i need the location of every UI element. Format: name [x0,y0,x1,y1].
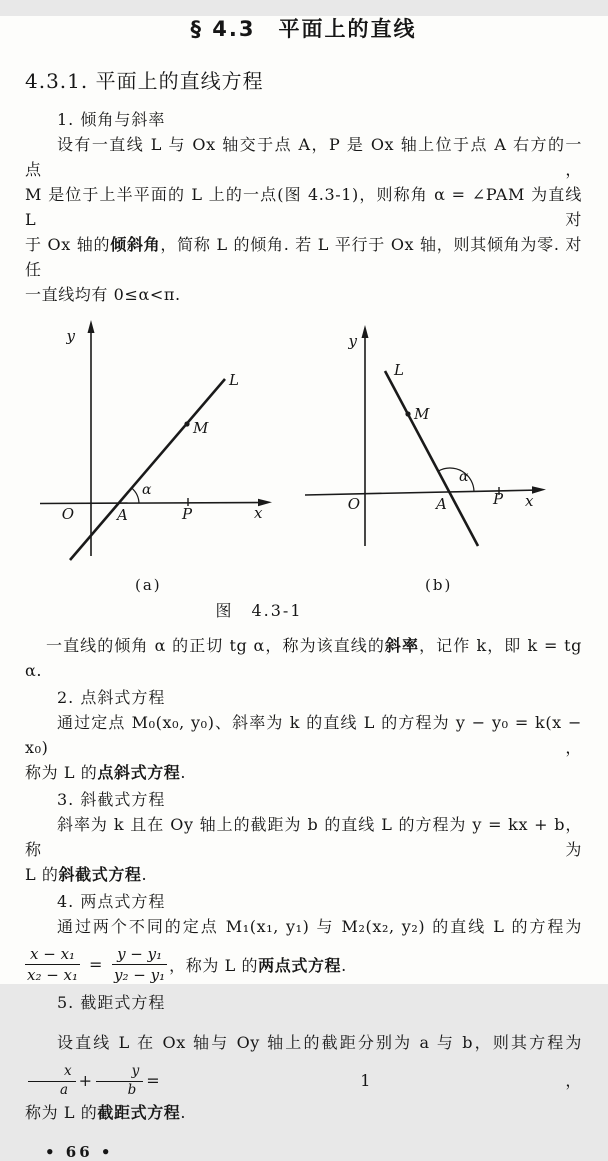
y-axis-arrow-a [88,320,95,333]
figure-4-3-1 [0,311,608,595]
para-point-slope-line1: 通过定点 M₀(x₀, y₀)、斜率为 k 的直线 L 的方程为 y − y₀ = k(x − x₀)， [25,713,582,757]
point-label-A-b: A [436,495,447,513]
textbook-page [0,16,608,1161]
section-title: § 4.3 平面上的直线 [190,17,417,41]
x-axis-a [40,503,266,504]
para-slope-intercept-line1: 斜率为 k 且在 Oy 轴上的截距为 b 的直线 L 的方程为 y = kx + b，称为 [25,815,582,859]
para1-line3: 于 Ox 轴的倾斜角，简称 L 的倾角. 若 L 平行于 Ox 轴，则其倾角为零. 对任 [25,235,582,279]
term-two-point-form: 两点式方程 [258,955,342,975]
axis-label-x-a: x [254,504,263,522]
equals-one: = 1， [146,1071,582,1090]
para1-line2: M 是位于上半平面的 L 上的一点(图 4.3-1)，则称角 α = ∠PAM 为直线 L 对 [25,185,582,229]
para-intercept-line2: 称为 L 的截距式方程. [25,1103,187,1122]
para-slope-intercept-line2: L 的斜截式方程. [25,865,148,884]
fraction-y: $\frac{\text{y − y₁}}{\text{y₂ − y₁}}$ [114,944,166,984]
x-axis-b [305,490,540,495]
para-slope-definition: 一直线的倾角 α 的正切 tg α，称为该直线的斜率，记作 k，即 k = tg α. [25,636,583,680]
figure-diagrams [0,311,608,595]
origin-label-b: O [347,495,360,513]
y-axis-arrow-b [362,325,369,338]
point-M-b [405,411,410,416]
para-intercept-line1: 设直线 L 在 Ox 轴与 Oy 轴上的截距分别为 a 与 b，则其方程为 $\frac{x}{a}$ + $\frac{y}{b}$ = 1， [25,1024,582,1100]
term-slope: 斜率 [384,636,420,655]
two-point-equation [25,942,582,986]
two-point-equation-tail: ，称为 L 的两点式方程. [169,955,347,975]
fraction-x-over-a: $\frac{x}{a}$ [28,1064,76,1098]
heading-two-point: 4. 两点式方程 [57,892,166,911]
para-two-point-line1: 通过两个不同的定点 M₁(x₁, y₁) 与 M₂(x₂, y₂) 的直线 L 的方程为 [57,917,582,936]
para1-line1: 设有一直线 L 与 Ox 轴交于点 A，P 是 Ox 轴上位于点 A 右方的一点， [25,135,582,179]
heading-inclination-slope: 1. 倾角与斜率 [57,110,166,129]
x-axis-arrow-b [532,486,546,493]
equals-sign: = [89,954,104,974]
axis-label-y-a: y [66,327,75,345]
angle-arc-a [132,488,139,503]
origin-label-a: O [61,505,74,523]
term-point-slope-form: 点斜式方程 [97,763,181,782]
line-label-L-b: L [394,361,404,379]
term-intercept-form: 截距式方程 [97,1103,181,1122]
diagram-b [305,325,546,594]
paragraph-inclination [25,132,582,307]
fraction-x: $\frac{\text{x − x₁}}{\text{x₂ − x₁}}$ [26,944,79,984]
heading-point-slope: 2. 点斜式方程 [57,688,166,707]
para-point-slope-line2: 称为 L 的点斜式方程. [25,763,187,782]
heading-slope-intercept: 3. 斜截式方程 [57,790,166,809]
line-L-b [385,371,478,546]
para1-line4: 一直线均有 0≤α<π. [25,285,181,304]
point-label-A-a: A [117,506,128,524]
point-M-a [184,421,189,426]
angle-label-alpha-b: α [459,469,469,485]
subcaption-b: (b) [425,576,453,594]
angle-label-alpha-a: α [142,482,152,498]
subcaption-a: (a) [135,576,162,594]
diagram-a [40,320,272,594]
plus-sign: + [78,1071,93,1090]
axis-label-y-b: y [348,332,357,350]
point-label-P-a: P [182,505,193,523]
line-label-L-a: L [229,371,239,389]
page-number: • 66 • [45,1143,114,1161]
subsection-title: 4.3.1. 平面上的直线方程 [25,69,264,93]
axis-label-x-b: x [525,492,534,510]
figure-caption: 图 4.3-1 [215,601,303,620]
point-label-M-a: M [193,419,209,437]
fraction-y-over-b: $\frac{y}{b}$ [96,1064,144,1098]
term-slope-intercept-form: 斜截式方程 [58,865,142,884]
line-L-a [70,379,225,560]
heading-intercept: 5. 截距式方程 [57,993,166,1012]
point-label-P-b: P [493,490,504,508]
point-label-M-b: M [414,405,430,423]
term-inclination-angle: 倾斜角 [110,235,161,254]
